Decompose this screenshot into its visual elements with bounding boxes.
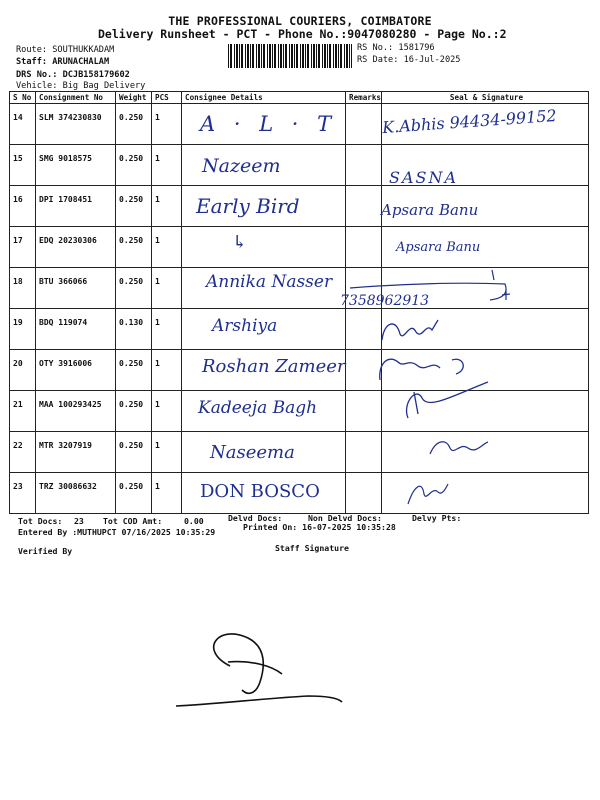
cell-sno: 18 xyxy=(10,268,36,309)
cell-pcs: 1 xyxy=(152,350,182,391)
col-header-sno: S No xyxy=(10,92,36,104)
entered-by: Entered By :MUTHUPCT 07/16/2025 10:35:29 xyxy=(18,527,216,537)
cell-pcs: 1 xyxy=(152,268,182,309)
cell-weight: 0.250 xyxy=(116,391,152,432)
cell-remarks xyxy=(346,145,382,186)
table-header-row xyxy=(10,92,589,104)
col-header-consignee: Consignee Details xyxy=(182,92,346,104)
signature-scribble xyxy=(402,476,452,508)
barcode xyxy=(228,44,352,68)
cell-sno: 15 xyxy=(10,145,36,186)
cell-remarks xyxy=(346,473,382,514)
col-header-consignment: Consignment No xyxy=(36,92,116,104)
cell-weight: 0.250 xyxy=(116,350,152,391)
cell-sno: 21 xyxy=(10,391,36,432)
cell-consignment: MTR 3207919 xyxy=(36,432,116,473)
cell-sno: 16 xyxy=(10,186,36,227)
cell-remarks xyxy=(346,432,382,473)
tot-docs-value: 23 xyxy=(74,516,84,526)
handwritten-consignee: Early Bird xyxy=(196,194,300,218)
cell-weight: 0.250 xyxy=(116,432,152,473)
handwritten-consignee: DON BOSCO xyxy=(200,481,320,502)
cell-consignment: MAA 100293425 xyxy=(36,391,116,432)
handwritten-consignee: Arshiya xyxy=(212,316,278,336)
cell-pcs: 1 xyxy=(152,309,182,350)
cell-pcs: 1 xyxy=(152,145,182,186)
cell-consignee xyxy=(182,227,346,268)
cell-remarks xyxy=(346,186,382,227)
delvy-pts-label: Delvy Pts: xyxy=(412,513,462,523)
cell-consignment: DPI 1708451 xyxy=(36,186,116,227)
handwritten-signature: 7358962913 xyxy=(340,293,430,309)
handwritten-signature: Apsara Banu xyxy=(381,201,479,219)
handwritten-mark: ↳ xyxy=(232,232,248,253)
cell-consignment: TRZ 30086632 xyxy=(36,473,116,514)
cell-sno: 22 xyxy=(10,432,36,473)
staff-signature-mark xyxy=(168,620,378,710)
cell-pcs: 1 xyxy=(152,227,182,268)
table-row xyxy=(10,432,589,473)
cell-consignment: BTU 366066 xyxy=(36,268,116,309)
handwritten-consignee: A · L · T xyxy=(200,112,338,136)
non-delvd-docs-label: Non Delvd Docs: xyxy=(308,513,382,523)
tot-cod-label: Tot COD Amt: xyxy=(103,516,163,526)
signature-scribble xyxy=(392,378,502,424)
route-label: Route: SOUTHUKKADAM xyxy=(16,45,115,55)
cell-consignment: SLM 374230830 xyxy=(36,104,116,145)
handwritten-consignee: Roshan Zameer xyxy=(202,356,346,377)
cell-pcs: 1 xyxy=(152,432,182,473)
handwritten-consignee: Kadeeja Bagh xyxy=(198,398,318,418)
cell-sno: 23 xyxy=(10,473,36,514)
cell-weight: 0.250 xyxy=(116,186,152,227)
handwritten-consignee: Nazeem xyxy=(202,155,281,177)
cell-pcs: 1 xyxy=(152,104,182,145)
cell-sno: 19 xyxy=(10,309,36,350)
vehicle-label: Vehicle: Big Bag Delivery xyxy=(16,81,146,91)
cell-weight: 0.250 xyxy=(116,104,152,145)
cell-weight: 0.250 xyxy=(116,268,152,309)
tot-docs-label: Tot Docs: xyxy=(18,516,63,526)
handwritten-signature: K.Abhis 94434-99152 xyxy=(381,105,558,138)
cell-consignment: EDQ 20230306 xyxy=(36,227,116,268)
col-header-weight: Weight xyxy=(116,92,152,104)
col-header-signature: Seal & Signature xyxy=(382,92,589,104)
table-row xyxy=(10,145,589,186)
cell-consignment: SMG 9018575 xyxy=(36,145,116,186)
col-header-remarks: Remarks xyxy=(346,92,382,104)
staff-signature-label: Staff Signature xyxy=(275,543,349,553)
handwritten-signature: Apsara Banu xyxy=(396,240,481,255)
cell-remarks xyxy=(346,104,382,145)
cell-sno: 14 xyxy=(10,104,36,145)
cell-weight: 0.130 xyxy=(116,309,152,350)
cell-weight: 0.250 xyxy=(116,145,152,186)
cell-consignment: BDQ 119074 xyxy=(36,309,116,350)
tot-cod-value: 0.00 xyxy=(184,516,204,526)
company-title: THE PROFESSIONAL COURIERS, COIMBATORE xyxy=(168,14,432,28)
delvd-docs-label: Delvd Docs: xyxy=(228,513,283,523)
rs-number: RS No.: 1581796 xyxy=(357,43,435,53)
signature-scribble xyxy=(424,434,494,460)
signature-scribble xyxy=(376,312,456,346)
cell-consignment: OTY 3916006 xyxy=(36,350,116,391)
handwritten-consignee: Annika Nasser xyxy=(206,272,333,292)
cell-pcs: 1 xyxy=(152,473,182,514)
cell-weight: 0.250 xyxy=(116,227,152,268)
printed-on: Printed On: 16-07-2025 10:35:28 xyxy=(243,522,396,532)
cell-pcs: 1 xyxy=(152,391,182,432)
rs-date: RS Date: 16-Jul-2025 xyxy=(357,55,461,65)
cell-sno: 17 xyxy=(10,227,36,268)
handwritten-consignee: Naseema xyxy=(210,442,295,463)
col-header-pcs: PCS xyxy=(152,92,182,104)
cell-pcs: 1 xyxy=(152,186,182,227)
cell-sno: 20 xyxy=(10,350,36,391)
runsheet-subtitle: Delivery Runsheet - PCT - Phone No.:9047080280 - Page No.:2 xyxy=(98,27,507,41)
drs-number: DRS No.: DCJB158179602 xyxy=(16,70,130,80)
cell-remarks xyxy=(346,391,382,432)
handwritten-signature: SASNA xyxy=(389,168,459,187)
verified-by-label: Verified By xyxy=(18,546,73,556)
staff-label: Staff: ARUNACHALAM xyxy=(16,57,110,67)
cell-weight: 0.250 xyxy=(116,473,152,514)
